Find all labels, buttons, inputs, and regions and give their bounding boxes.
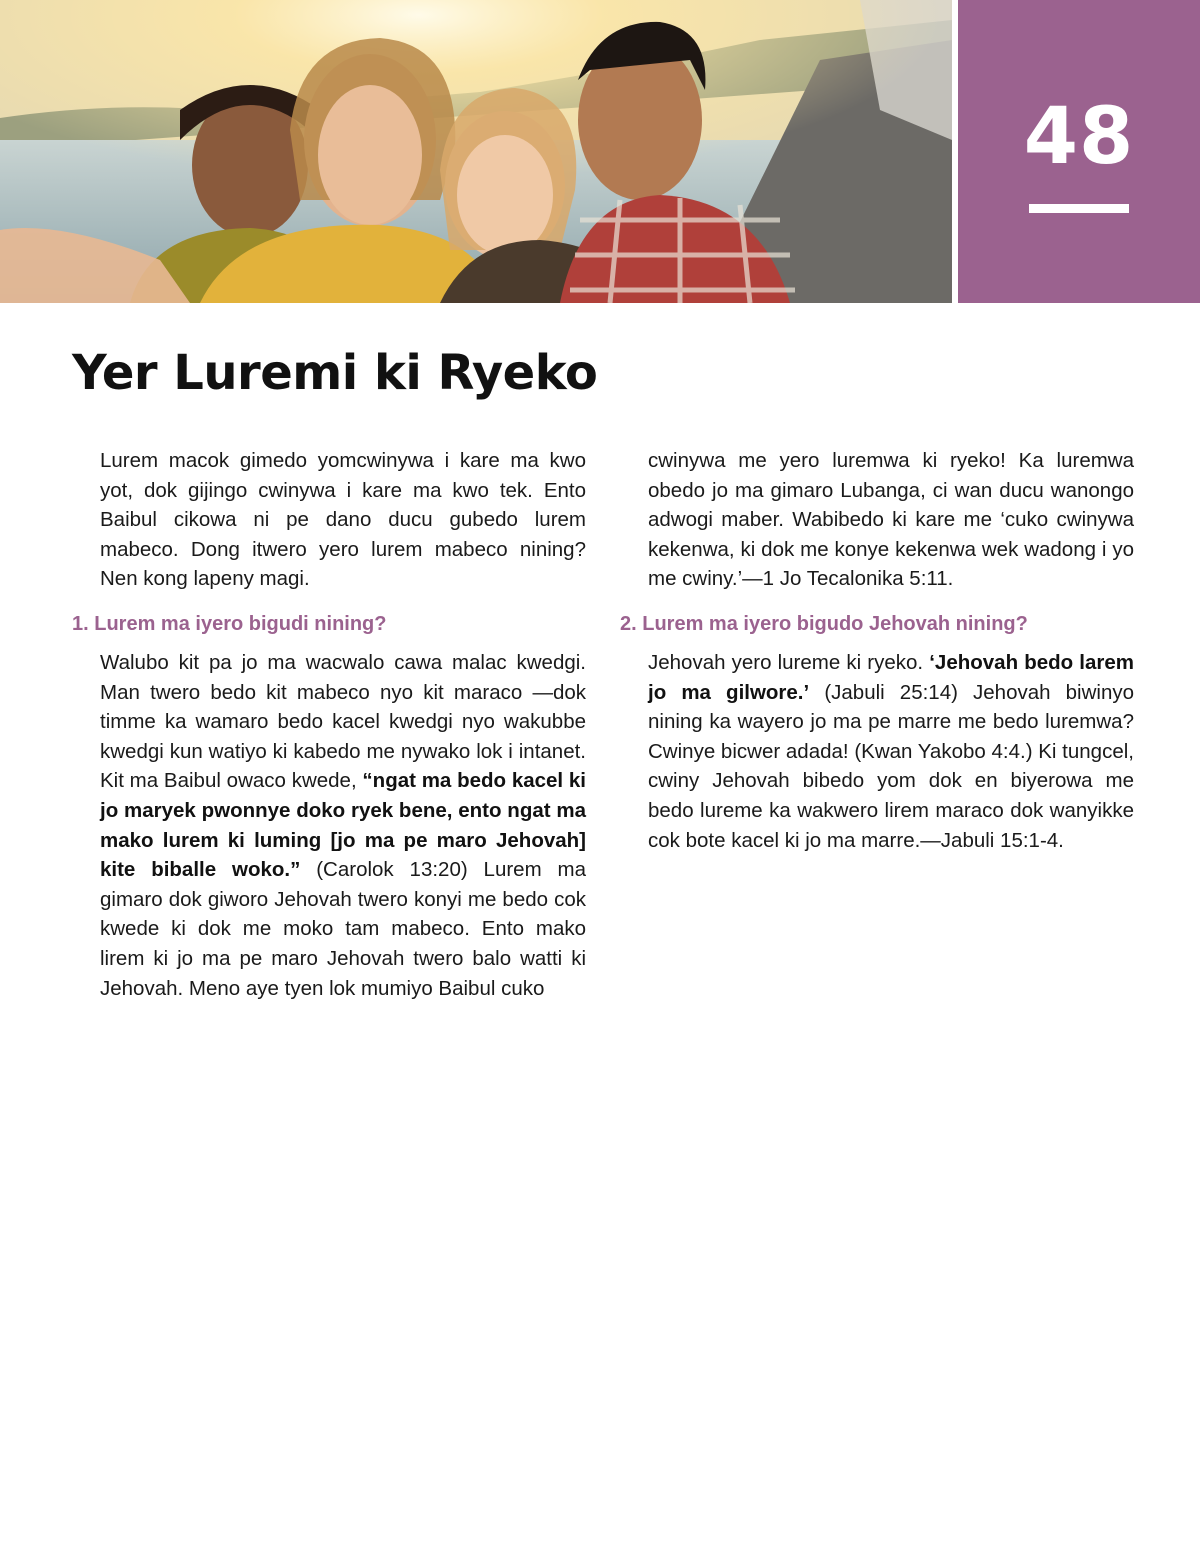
answer-1-scripture-quote: “ngat ma bedo kacel ki jo maryek pwonnye doko ryek bene, ento ngat ma mako lurem ki luming [jo ma pe maro Jehovah] kite biballe woko.” bbox=[100, 769, 586, 882]
left-column bbox=[72, 446, 586, 1003]
answer-2-start: Jehovah yero lureme ki ryeko. bbox=[648, 650, 924, 674]
answer-1-end: (Carolok 13:20) Lurem ma gimaro dok giworo Jehovah twero konyi me bedo cok kwede ki dok me moko tam mabeco. Ento mako lirem ki jo ma pe maro Jehovah twero balo watti ki Jehovah. Meno aye tyen lok mumiyo Baibul cuko bbox=[100, 858, 586, 1000]
question-1-heading bbox=[72, 610, 586, 638]
chapter-underline bbox=[1029, 204, 1129, 213]
banner bbox=[0, 0, 1200, 303]
question-2-heading bbox=[620, 610, 1134, 638]
lesson-title: Yer Luremi ki Ryeko bbox=[72, 345, 598, 401]
friends-photo bbox=[0, 0, 952, 303]
photo-illustration bbox=[0, 0, 952, 303]
right-column bbox=[620, 446, 1134, 855]
chapter-number: 48 bbox=[1023, 92, 1135, 182]
answer-2-scripture-quote: ‘Jehovah bedo larem jo ma gilwore.’ bbox=[648, 650, 1134, 704]
answer-1-continued: cwinywa me yero luremwa ki ryeko! Ka luremwa obedo jo ma gimaro Lubanga, ci wan ducu wanongo adwogi maber. Wabibedo ki kare me ‘cuko cwinywa kekenwa, ki dok me konye kekenwa wek wadong i yo me cwiny.’—1 Jo Tecalonika 5:11. bbox=[648, 449, 1134, 591]
answer-1-start: Walubo kit pa jo ma wacwalo cawa malac kwedgi. Man twero bedo kit mabeco nyo kit maraco —dok timme ka wamaro bedo kacel kwedgi nyo wakubbe kwedgi kun watiyo ki kabedo me nywako lok i intanet. Kit ma Baibul owaco kwede, bbox=[100, 650, 586, 793]
intro-paragraph: Lurem macok gimedo yomcwinywa i kare ma kwo yot, dok gijingo cwinywa i kare ma kwo tek. Ento Baibul cikowa ni pe dano ducu gubedo lurem mabeco. Dong itwero yero lurem mabeco nining? Nen kong lapeny magi. bbox=[100, 449, 586, 591]
question-2-answer bbox=[648, 648, 1134, 855]
question-2-number: 2. bbox=[620, 612, 637, 635]
chapter-number-box bbox=[958, 0, 1200, 303]
question-1-number: 1. bbox=[72, 612, 89, 635]
question-1-answer bbox=[100, 648, 586, 1003]
question-1-text: Lurem ma iyero bigudi nining? bbox=[94, 612, 387, 635]
answer-2-end: (Jabuli 25:14) Jehovah biwinyo nining ka wayero jo ma pe marre me bedo luremwa? Cwinye bicwer adada! (Kwan Yakobo 4:4.) Ki tungcel, cwiny Jehovah bibedo yom dok en biyerowa me bedo lureme ka wakwero lirem maraco dok wanyikke cok bote kacel ki jo ma marre.—Jabuli 15:1-4. bbox=[648, 680, 1134, 852]
question-2-text: Lurem ma iyero bigudo Jehovah nining? bbox=[642, 612, 1028, 635]
